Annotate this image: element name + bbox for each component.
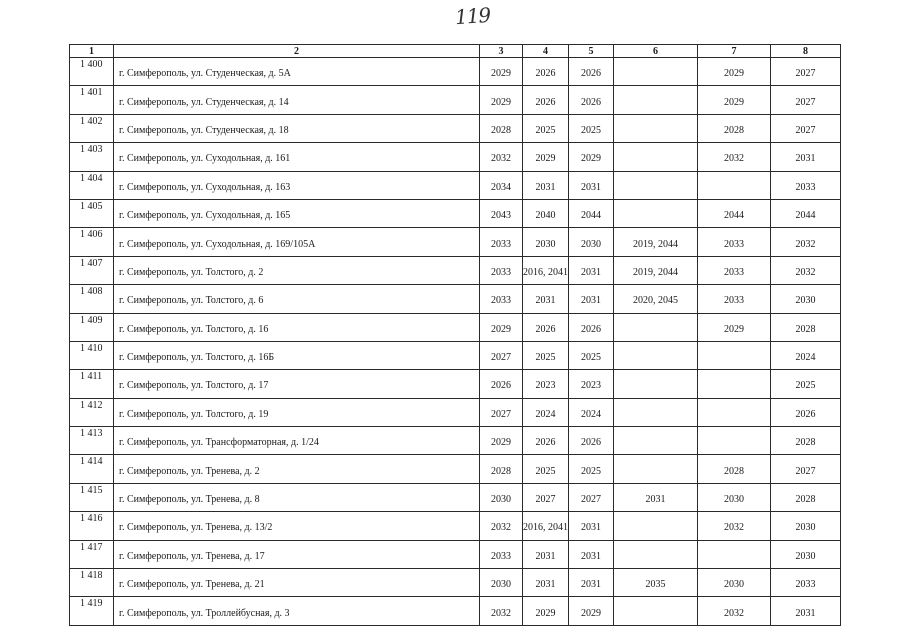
table-row xyxy=(70,228,841,256)
table-row xyxy=(70,512,841,540)
year-cell-col4: 2025 xyxy=(523,341,569,369)
year-cell-col3: 2028 xyxy=(480,114,523,142)
table-row xyxy=(70,483,841,511)
year-cell-col4: 2026 xyxy=(523,427,569,455)
year-cell-col7: 2032 xyxy=(698,512,771,540)
year-cell-col4: 2040 xyxy=(523,199,569,227)
year-cell-col4: 2031 xyxy=(523,171,569,199)
year-cell-col7 xyxy=(698,427,771,455)
row-number-cell: 1 405 xyxy=(70,199,114,227)
address-cell: г. Симферополь, ул. Толстого, д. 16Б xyxy=(114,341,480,369)
year-cell-col8: 2030 xyxy=(771,540,841,568)
row-number-cell: 1 407 xyxy=(70,256,114,284)
year-cell-col4: 2031 xyxy=(523,540,569,568)
table-header-row xyxy=(70,45,841,58)
year-cell-col3: 2029 xyxy=(480,58,523,86)
year-cell-col3: 2029 xyxy=(480,86,523,114)
year-cell-col5: 2031 xyxy=(569,171,614,199)
column-header-1: 1 xyxy=(70,45,114,58)
year-cell-col6 xyxy=(614,427,698,455)
row-number-cell: 1 419 xyxy=(70,597,114,625)
year-cell-col8: 2031 xyxy=(771,597,841,625)
address-cell: г. Симферополь, ул. Толстого, д. 2 xyxy=(114,256,480,284)
year-cell-col3: 2030 xyxy=(480,483,523,511)
year-cell-col6: 2019, 2044 xyxy=(614,256,698,284)
year-cell-col6 xyxy=(614,512,698,540)
row-number-cell: 1 403 xyxy=(70,143,114,171)
year-cell-col4: 2027 xyxy=(523,483,569,511)
address-cell: г. Симферополь, ул. Суходольная, д. 165 xyxy=(114,199,480,227)
year-cell-col7 xyxy=(698,540,771,568)
year-cell-col4: 2026 xyxy=(523,313,569,341)
row-number-cell: 1 415 xyxy=(70,483,114,511)
year-cell-col3: 2032 xyxy=(480,597,523,625)
year-cell-col8: 2028 xyxy=(771,313,841,341)
year-cell-col7: 2044 xyxy=(698,199,771,227)
address-cell: г. Симферополь, ул. Суходольная, д. 161 xyxy=(114,143,480,171)
address-cell: г. Симферополь, ул. Тренева, д. 2 xyxy=(114,455,480,483)
year-cell-col8: 2030 xyxy=(771,285,841,313)
year-cell-col7: 2029 xyxy=(698,86,771,114)
year-cell-col7: 2033 xyxy=(698,256,771,284)
year-cell-col6 xyxy=(614,540,698,568)
year-cell-col8: 2044 xyxy=(771,199,841,227)
year-cell-col4: 2016, 2041 xyxy=(523,256,569,284)
year-cell-col6: 2031 xyxy=(614,483,698,511)
year-cell-col5: 2029 xyxy=(569,597,614,625)
year-cell-col7 xyxy=(698,398,771,426)
row-number-cell: 1 404 xyxy=(70,171,114,199)
year-cell-col3: 2032 xyxy=(480,512,523,540)
year-cell-col8: 2026 xyxy=(771,398,841,426)
row-number-cell: 1 406 xyxy=(70,228,114,256)
year-cell-col3: 2032 xyxy=(480,143,523,171)
year-cell-col4: 2023 xyxy=(523,370,569,398)
year-cell-col5: 2031 xyxy=(569,540,614,568)
table-row xyxy=(70,569,841,597)
year-cell-col7: 2033 xyxy=(698,285,771,313)
year-cell-col4: 2026 xyxy=(523,86,569,114)
year-cell-col3: 2027 xyxy=(480,341,523,369)
year-cell-col4: 2029 xyxy=(523,597,569,625)
year-cell-col7: 2030 xyxy=(698,483,771,511)
year-cell-col5: 2027 xyxy=(569,483,614,511)
year-cell-col8: 2025 xyxy=(771,370,841,398)
year-cell-col7: 2032 xyxy=(698,143,771,171)
column-header-5: 5 xyxy=(569,45,614,58)
address-cell: г. Симферополь, ул. Толстого, д. 6 xyxy=(114,285,480,313)
address-cell: г. Симферополь, ул. Тренева, д. 13/2 xyxy=(114,512,480,540)
row-number-cell: 1 409 xyxy=(70,313,114,341)
row-number-cell: 1 400 xyxy=(70,58,114,86)
year-cell-col5: 2023 xyxy=(569,370,614,398)
year-cell-col7: 2029 xyxy=(698,58,771,86)
year-cell-col3: 2043 xyxy=(480,199,523,227)
year-cell-col8: 2024 xyxy=(771,341,841,369)
year-cell-col3: 2033 xyxy=(480,228,523,256)
year-cell-col5: 2025 xyxy=(569,455,614,483)
column-header-8: 8 xyxy=(771,45,841,58)
address-cell: г. Симферополь, ул. Студенческая, д. 14 xyxy=(114,86,480,114)
address-cell: г. Симферополь, ул. Троллейбусная, д. 3 xyxy=(114,597,480,625)
year-cell-col4: 2025 xyxy=(523,114,569,142)
year-cell-col7: 2030 xyxy=(698,569,771,597)
row-number-cell: 1 414 xyxy=(70,455,114,483)
year-cell-col5: 2025 xyxy=(569,341,614,369)
row-number-cell: 1 402 xyxy=(70,114,114,142)
year-cell-col4: 2031 xyxy=(523,285,569,313)
table-row xyxy=(70,540,841,568)
year-cell-col8: 2027 xyxy=(771,455,841,483)
table-row xyxy=(70,313,841,341)
table-row xyxy=(70,398,841,426)
year-cell-col8: 2031 xyxy=(771,143,841,171)
table-row xyxy=(70,143,841,171)
year-cell-col5: 2026 xyxy=(569,313,614,341)
table-row xyxy=(70,285,841,313)
row-number-cell: 1 417 xyxy=(70,540,114,568)
column-header-7: 7 xyxy=(698,45,771,58)
year-cell-col6 xyxy=(614,143,698,171)
table-row xyxy=(70,370,841,398)
year-cell-col8: 2030 xyxy=(771,512,841,540)
year-cell-col7: 2033 xyxy=(698,228,771,256)
year-cell-col6 xyxy=(614,199,698,227)
year-cell-col6 xyxy=(614,86,698,114)
row-number-cell: 1 411 xyxy=(70,370,114,398)
table-row xyxy=(70,58,841,86)
year-cell-col3: 2033 xyxy=(480,256,523,284)
year-cell-col5: 2031 xyxy=(569,512,614,540)
year-cell-col3: 2033 xyxy=(480,285,523,313)
address-cell: г. Симферополь, ул. Суходольная, д. 169/105А xyxy=(114,228,480,256)
column-header-2: 2 xyxy=(114,45,480,58)
row-number-cell: 1 408 xyxy=(70,285,114,313)
year-cell-col6 xyxy=(614,58,698,86)
table-row xyxy=(70,597,841,625)
address-cell: г. Симферополь, ул. Толстого, д. 16 xyxy=(114,313,480,341)
year-cell-col6: 2035 xyxy=(614,569,698,597)
year-cell-col6 xyxy=(614,114,698,142)
year-cell-col4: 2030 xyxy=(523,228,569,256)
page-number: 119 xyxy=(454,2,491,30)
year-cell-col5: 2026 xyxy=(569,86,614,114)
row-number-cell: 1 418 xyxy=(70,569,114,597)
year-cell-col4: 2016, 2041 xyxy=(523,512,569,540)
year-cell-col8: 2027 xyxy=(771,58,841,86)
year-cell-col3: 2030 xyxy=(480,569,523,597)
year-cell-col5: 2026 xyxy=(569,58,614,86)
address-cell: г. Симферополь, ул. Тренева, д. 17 xyxy=(114,540,480,568)
year-cell-col5: 2029 xyxy=(569,143,614,171)
address-cell: г. Симферополь, ул. Студенческая, д. 18 xyxy=(114,114,480,142)
row-number-cell: 1 410 xyxy=(70,341,114,369)
row-number-cell: 1 416 xyxy=(70,512,114,540)
year-cell-col5: 2030 xyxy=(569,228,614,256)
year-cell-col5: 2026 xyxy=(569,427,614,455)
year-cell-col3: 2033 xyxy=(480,540,523,568)
table-row xyxy=(70,427,841,455)
year-cell-col7 xyxy=(698,171,771,199)
year-cell-col5: 2044 xyxy=(569,199,614,227)
year-cell-col5: 2031 xyxy=(569,285,614,313)
year-cell-col8: 2028 xyxy=(771,427,841,455)
year-cell-col4: 2025 xyxy=(523,455,569,483)
year-cell-col8: 2028 xyxy=(771,483,841,511)
year-cell-col6: 2020, 2045 xyxy=(614,285,698,313)
year-cell-col8: 2033 xyxy=(771,569,841,597)
year-cell-col5: 2024 xyxy=(569,398,614,426)
year-cell-col4: 2024 xyxy=(523,398,569,426)
address-cell: г. Симферополь, ул. Толстого, д. 19 xyxy=(114,398,480,426)
year-cell-col5: 2025 xyxy=(569,114,614,142)
year-cell-col8: 2032 xyxy=(771,228,841,256)
row-number-cell: 1 401 xyxy=(70,86,114,114)
year-cell-col3: 2029 xyxy=(480,313,523,341)
address-cell: г. Симферополь, ул. Студенческая, д. 5А xyxy=(114,58,480,86)
year-cell-col6 xyxy=(614,313,698,341)
year-cell-col8: 2027 xyxy=(771,86,841,114)
year-cell-col4: 2031 xyxy=(523,569,569,597)
year-cell-col6 xyxy=(614,597,698,625)
year-cell-col7 xyxy=(698,370,771,398)
row-number-cell: 1 412 xyxy=(70,398,114,426)
table-row xyxy=(70,171,841,199)
year-cell-col8: 2032 xyxy=(771,256,841,284)
year-cell-col6: 2019, 2044 xyxy=(614,228,698,256)
registry-table xyxy=(69,44,841,626)
year-cell-col6 xyxy=(614,455,698,483)
year-cell-col4: 2029 xyxy=(523,143,569,171)
year-cell-col8: 2033 xyxy=(771,171,841,199)
column-header-3: 3 xyxy=(480,45,523,58)
year-cell-col8: 2027 xyxy=(771,114,841,142)
row-number-cell: 1 413 xyxy=(70,427,114,455)
table-row xyxy=(70,256,841,284)
year-cell-col6 xyxy=(614,341,698,369)
year-cell-col7: 2028 xyxy=(698,455,771,483)
table-row xyxy=(70,114,841,142)
year-cell-col6 xyxy=(614,171,698,199)
year-cell-col5: 2031 xyxy=(569,569,614,597)
year-cell-col7: 2028 xyxy=(698,114,771,142)
table-row xyxy=(70,86,841,114)
table-row xyxy=(70,199,841,227)
address-cell: г. Симферополь, ул. Суходольная, д. 163 xyxy=(114,171,480,199)
address-cell: г. Симферополь, ул. Толстого, д. 17 xyxy=(114,370,480,398)
year-cell-col4: 2026 xyxy=(523,58,569,86)
year-cell-col7: 2032 xyxy=(698,597,771,625)
table-row xyxy=(70,455,841,483)
address-cell: г. Симферополь, ул. Тренева, д. 8 xyxy=(114,483,480,511)
year-cell-col3: 2026 xyxy=(480,370,523,398)
year-cell-col3: 2028 xyxy=(480,455,523,483)
year-cell-col5: 2031 xyxy=(569,256,614,284)
year-cell-col7: 2029 xyxy=(698,313,771,341)
column-header-4: 4 xyxy=(523,45,569,58)
year-cell-col6 xyxy=(614,398,698,426)
column-header-6: 6 xyxy=(614,45,698,58)
year-cell-col6 xyxy=(614,370,698,398)
address-cell: г. Симферополь, ул. Тренева, д. 21 xyxy=(114,569,480,597)
year-cell-col3: 2027 xyxy=(480,398,523,426)
address-cell: г. Симферополь, ул. Трансформаторная, д. 1/24 xyxy=(114,427,480,455)
year-cell-col3: 2034 xyxy=(480,171,523,199)
year-cell-col7 xyxy=(698,341,771,369)
table-row xyxy=(70,341,841,369)
year-cell-col3: 2029 xyxy=(480,427,523,455)
